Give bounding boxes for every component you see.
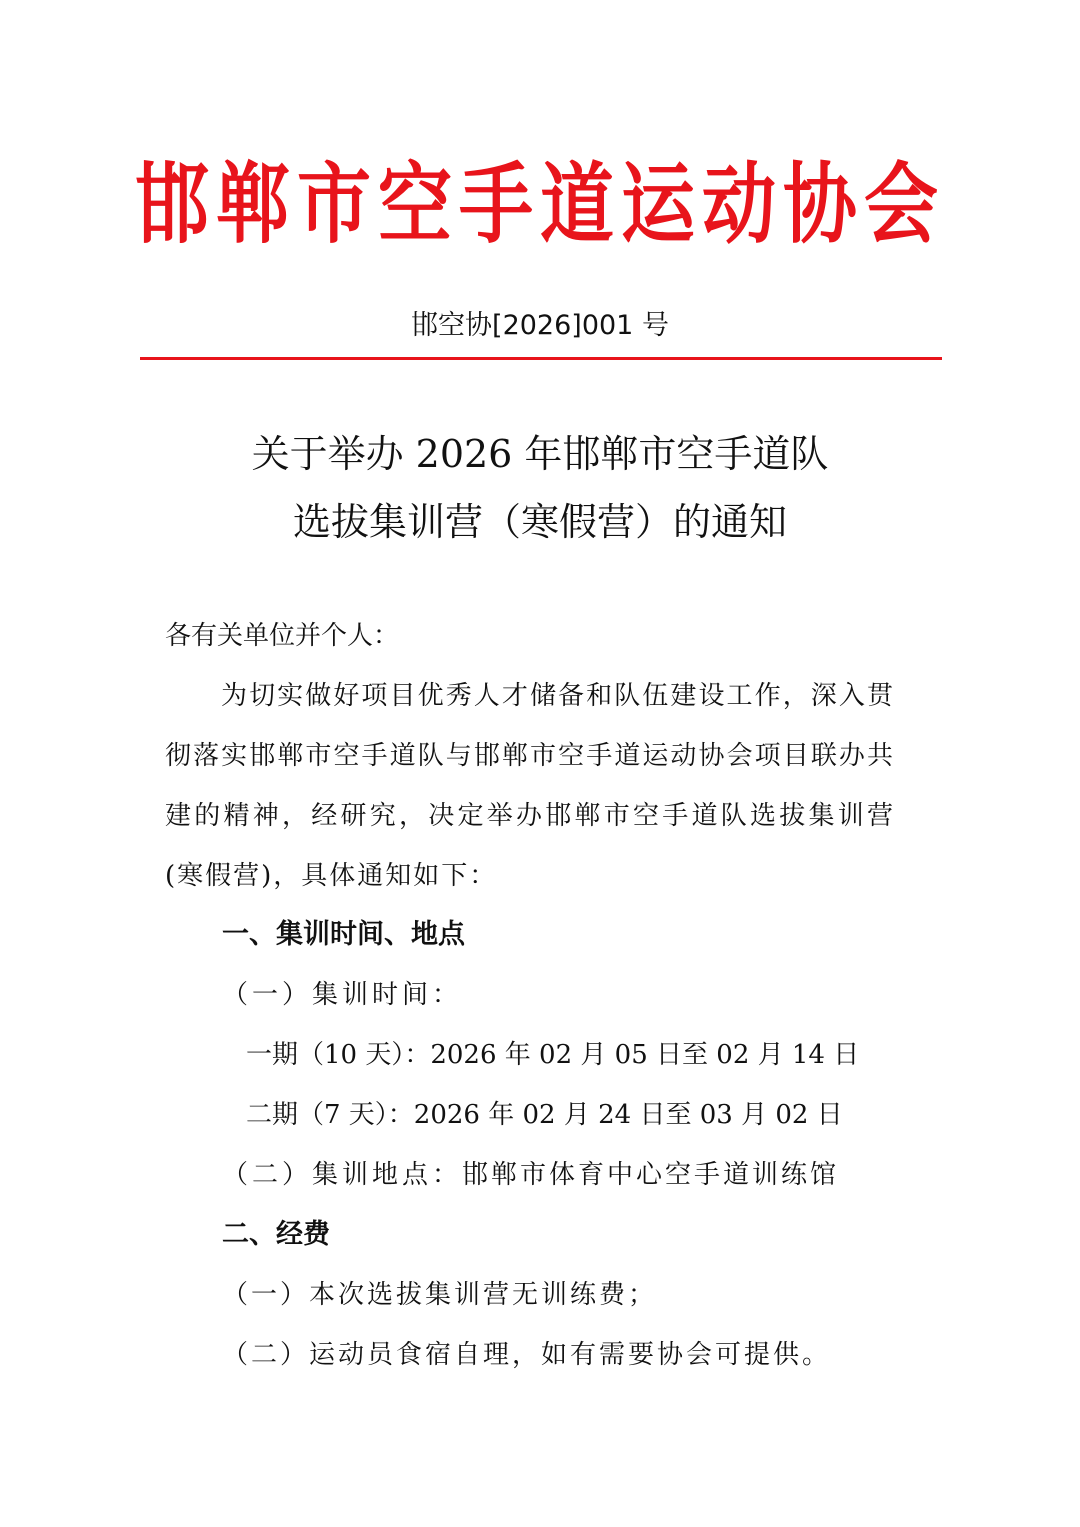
expense-item-1: （一）本次选拔集训营无训练费； — [222, 1280, 658, 1310]
section-1-sub2 — [222, 1145, 839, 1205]
title-line-1: 关于举办 2026 年邯郸市空手道队 — [251, 432, 829, 476]
training-period-2: 二期（7 天）：2026 年 02 月 24 日至 03 月 02 日 — [246, 1100, 843, 1130]
title-line-2: 选拔集训营（寒假营）的通知 — [292, 500, 787, 544]
training-period-1: 一期（10 天）：2026 年 02 月 05 日至 02 月 14 日 — [246, 1040, 860, 1070]
section-2-heading: 二、经费 — [222, 1219, 330, 1250]
training-venue: 邯郸市体育中心空手道训练馆 — [462, 1160, 840, 1190]
salutation: 各有关单位并个人： — [165, 621, 400, 651]
section-1-heading: 一、集训时间、地点 — [222, 919, 465, 950]
section-1-sub2-label: （二）集训地点： — [222, 1160, 463, 1190]
document-number: 邯空协[2026]001 号 — [411, 310, 669, 341]
expense-item-2: （二）运动员食宿自理，如有需要协会可提供。 — [222, 1340, 832, 1370]
document-title — [0, 420, 1080, 556]
red-divider — [140, 357, 942, 360]
organization-header: 邯郸市空手道运动协会 — [135, 154, 945, 256]
intro-paragraph: 为切实做好项目优秀人才储备和队伍建设工作，深入贯彻落实邯郸市空手道队与邯郸市空手道运动协会项目联办共建的精神，经研究，决定举办邯郸市空手道队选拔集训营(寒假营)，具体通知如下： — [165, 681, 895, 891]
section-1-sub1-label: （一）集训时间： — [222, 980, 463, 1010]
